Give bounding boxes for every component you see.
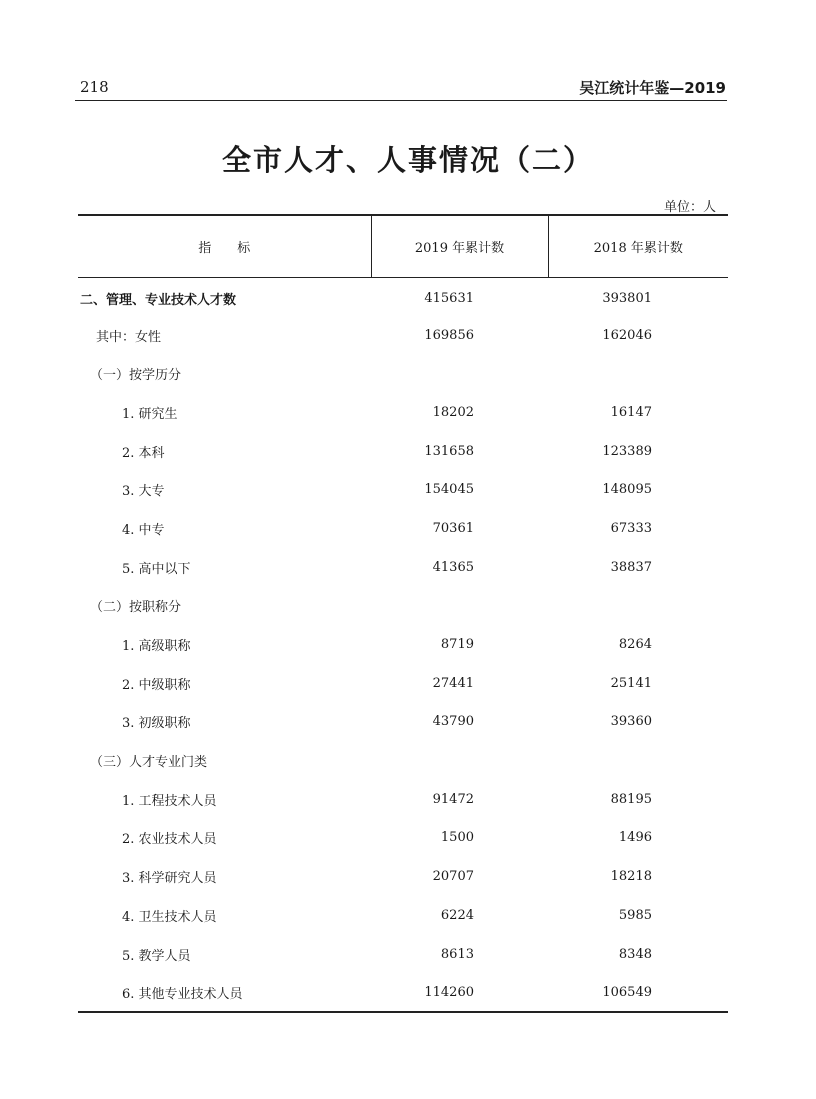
table-row — [78, 277, 728, 316]
value-2019: 8719 — [440, 637, 474, 653]
table-row — [78, 625, 728, 664]
row-label: （一）按学历分 — [90, 368, 182, 384]
row-label: 2. 农业技术人员 — [122, 832, 217, 848]
column-header-2018: 2018 年累计数 — [548, 215, 728, 277]
value-2018: 8264 — [618, 637, 652, 653]
page-title: 全市人才、人事情况（二） — [221, 143, 594, 177]
value-2019: 8613 — [440, 946, 474, 962]
value-2019: 154045 — [424, 482, 474, 498]
row-label: 1. 研究生 — [122, 406, 178, 422]
table-row — [78, 935, 728, 974]
row-label: 5. 高中以下 — [122, 561, 191, 577]
value-2019: 1500 — [440, 830, 474, 846]
value-2018: 88195 — [610, 791, 652, 807]
page-number: 218 — [80, 78, 109, 96]
header-rule — [75, 100, 727, 101]
row-label: 4. 中专 — [122, 522, 165, 538]
value-2018: 393801 — [602, 291, 652, 307]
row-label: （二）按职称分 — [90, 600, 182, 616]
row-label: 1. 工程技术人员 — [122, 793, 217, 809]
unit-label: 单位：人 — [663, 200, 716, 215]
value-2019 — [371, 587, 548, 626]
value-2018: 25141 — [610, 675, 652, 691]
value-2019: 41365 — [432, 559, 474, 575]
table-row — [78, 548, 728, 587]
table-row — [78, 741, 728, 780]
table-row — [78, 509, 728, 548]
table-row — [78, 470, 728, 509]
value-2018: 148095 — [602, 482, 652, 498]
table-row — [78, 780, 728, 819]
row-label: 6. 其他专业技术人员 — [78, 973, 371, 1012]
value-2019: 20707 — [432, 869, 474, 885]
value-2018: 16147 — [610, 404, 652, 420]
table-row — [78, 896, 728, 935]
row-label: 二、管理、专业技术人才数 — [80, 293, 237, 309]
row-label: 4. 卫生技术人员 — [122, 909, 217, 925]
row-label: 5. 教学人员 — [122, 948, 191, 964]
value-2019: 114260 — [371, 973, 548, 1012]
value-2018: 18218 — [610, 869, 652, 885]
table-row — [78, 973, 728, 1012]
value-2019: 70361 — [432, 520, 474, 536]
column-header-2019: 2019 年累计数 — [371, 215, 548, 277]
book-title: 吴江统计年鉴—2019 — [579, 79, 726, 97]
table-row — [78, 819, 728, 858]
table-row — [78, 354, 728, 393]
row-label: 3. 科学研究人员 — [122, 871, 217, 887]
value-2018: 123389 — [602, 443, 652, 459]
value-2018 — [548, 354, 728, 393]
value-2019 — [371, 354, 548, 393]
row-label: 其中：女性 — [96, 329, 162, 345]
value-2018: 106549 — [548, 973, 728, 1012]
value-2019: 18202 — [432, 404, 474, 420]
value-2019: 6224 — [440, 907, 474, 923]
table-row — [78, 664, 728, 703]
table-row — [78, 703, 728, 742]
value-2018: 8348 — [618, 946, 652, 962]
value-2019: 169856 — [424, 327, 474, 343]
value-2019: 43790 — [432, 714, 474, 730]
row-label: 3. 大专 — [122, 484, 165, 500]
value-2018: 5985 — [618, 907, 652, 923]
row-label: 1. 高级职称 — [122, 639, 191, 655]
value-2018 — [548, 587, 728, 626]
value-2019: 91472 — [432, 791, 474, 807]
statistics-table — [78, 214, 728, 1013]
value-2019 — [371, 741, 548, 780]
table-header-row — [78, 215, 728, 277]
row-label: 2. 中级职称 — [122, 677, 191, 693]
value-2018: 67333 — [610, 520, 652, 536]
row-label: 3. 初级职称 — [122, 716, 191, 732]
value-2018: 38837 — [610, 559, 652, 575]
table-row — [78, 316, 728, 355]
table-row — [78, 432, 728, 471]
table-row — [78, 857, 728, 896]
row-label: 2. 本科 — [122, 445, 165, 461]
value-2019: 27441 — [432, 675, 474, 691]
column-header-indicator: 指 标 — [78, 215, 371, 277]
value-2018: 1496 — [618, 830, 652, 846]
value-2019: 415631 — [424, 291, 474, 307]
value-2018: 39360 — [610, 714, 652, 730]
row-label: （三）人才专业门类 — [90, 755, 208, 771]
table-row — [78, 587, 728, 626]
value-2018: 162046 — [602, 327, 652, 343]
table-row — [78, 393, 728, 432]
value-2019: 131658 — [424, 443, 474, 459]
value-2018 — [548, 741, 728, 780]
